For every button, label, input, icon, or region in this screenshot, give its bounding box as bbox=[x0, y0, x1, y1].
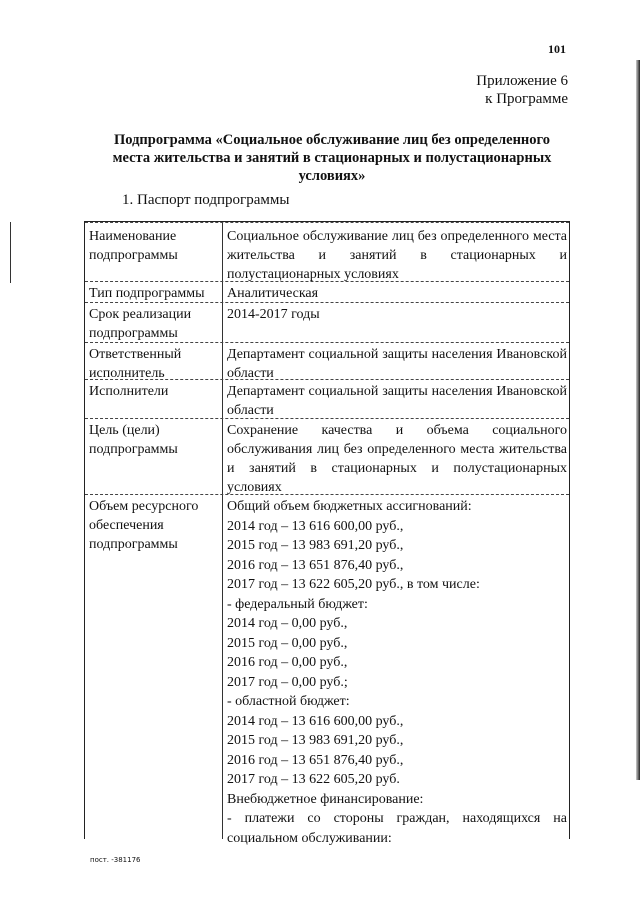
funding-line: 2016 год – 13 651 876,40 руб., bbox=[227, 557, 404, 573]
scan-edge-left bbox=[10, 222, 11, 283]
funding-line: - федеральный бюджет: bbox=[227, 596, 368, 612]
funding-line: 2014 год – 13 616 600,00 руб., bbox=[227, 713, 404, 729]
page-number: 101 bbox=[548, 42, 566, 56]
funding-line: 2015 год – 13 983 691,20 руб., bbox=[227, 733, 404, 748]
document-title: Подпрограмма «Социальное обслуживание лиц без определенного места жительства и занятий в стационарных и полустационарных условиях» bbox=[112, 132, 552, 184]
row-label: Ответственный исполнитель bbox=[89, 347, 182, 381]
row-label: Тип подпрограммы bbox=[89, 286, 205, 301]
table-row bbox=[85, 281, 569, 303]
scan-edge-right bbox=[636, 60, 640, 780]
appendix-note bbox=[476, 72, 568, 108]
funding-line: Общий объем бюджетных ассигнований: bbox=[227, 499, 472, 514]
passport-table bbox=[84, 221, 570, 846]
funding-line: 2016 год – 13 651 876,40 руб., bbox=[227, 752, 404, 768]
table-row bbox=[85, 418, 569, 495]
funding-line: 2017 год – 13 622 605,20 руб. bbox=[227, 772, 400, 787]
row-value: Сохранение качества и объема социального обслуживания лиц без определенного места жительства и занятий в стационарных и полустационарных условиях bbox=[227, 423, 567, 495]
row-value: Департамент социальной защиты населения Ивановской области bbox=[227, 384, 567, 418]
section-heading: 1. Паспорт подпрограммы bbox=[122, 192, 290, 208]
row-value: 2014-2017 годы bbox=[227, 307, 320, 322]
table-row bbox=[85, 494, 569, 846]
appendix-line-1: Приложение 6 bbox=[476, 73, 568, 89]
funding-line: 2016 год – 0,00 руб., bbox=[227, 655, 348, 670]
funding-line: 2015 год – 13 983 691,20 руб., bbox=[227, 538, 404, 553]
row-label: Наименование подпрограммы bbox=[89, 229, 178, 263]
row-label: Цель (цели) подпрограммы bbox=[89, 423, 178, 457]
funding-line: - платежи со стороны граждан, находящихся на социальном обслуживании: bbox=[227, 811, 567, 846]
footer-code: пост. -381176 bbox=[90, 856, 141, 864]
appendix-line-2: к Программе bbox=[485, 91, 568, 107]
table-row bbox=[85, 302, 569, 343]
funding-line: Внебюджетное финансирование: bbox=[227, 791, 424, 807]
funding-line: - областной бюджет: bbox=[227, 694, 350, 709]
funding-line: 2015 год – 0,00 руб., bbox=[227, 635, 348, 651]
funding-line: 2014 год – 0,00 руб., bbox=[227, 616, 348, 631]
row-label: Объем ресурсного обеспечения подпрограммы bbox=[89, 499, 199, 552]
funding-list bbox=[227, 497, 567, 848]
table-row bbox=[85, 222, 569, 282]
row-value: Департамент социальной защиты населения Ивановской области bbox=[227, 347, 567, 381]
row-label: Исполнители bbox=[89, 384, 169, 399]
funding-line: 2014 год – 13 616 600,00 руб., bbox=[227, 518, 404, 534]
table-row bbox=[85, 379, 569, 419]
row-value: Аналитическая bbox=[227, 286, 319, 301]
funding-line: 2017 год – 13 622 605,20 руб., в том числе: bbox=[227, 577, 480, 592]
table-row bbox=[85, 342, 569, 380]
row-value: Социальное обслуживание лиц без определенного места жительства и занятий в стационарных и полустационарных условиях bbox=[227, 229, 567, 282]
funding-line: 2017 год – 0,00 руб.; bbox=[227, 674, 348, 690]
row-label: Срок реализации подпрограммы bbox=[89, 307, 192, 341]
